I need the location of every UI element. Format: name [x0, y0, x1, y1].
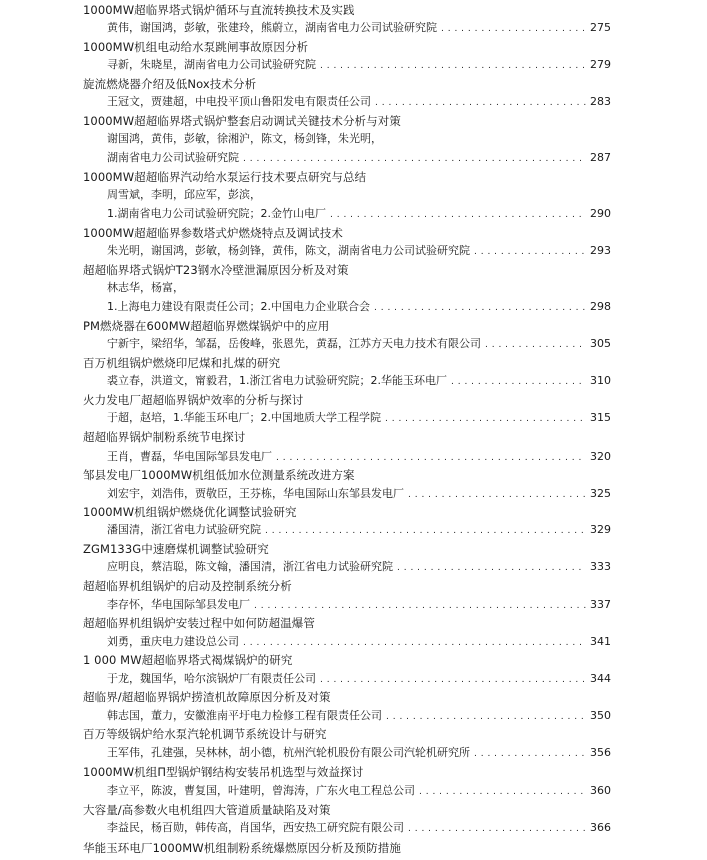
entry-title: 1000MW超临界塔式锅炉循环与直流转换技术及实践	[83, 3, 355, 17]
entry-authors: 潘国清，浙江省电力试验研究院	[107, 523, 261, 536]
entry-author-line	[107, 151, 611, 165]
dot-leader	[320, 672, 586, 686]
page-number: 305	[590, 337, 611, 350]
entry-authors: 刘宏宇，刘浩伟，贾敬臣，王芬栋，华电国际山东邹县发电厂	[107, 487, 404, 500]
entry-authors: 韩志国，董力，安徽淮南平圩电力检修工程有限责任公司	[107, 709, 382, 722]
entry-authors: 寻新，朱晓星，湖南省电力公司试验研究院	[107, 58, 316, 71]
entry-author-line	[107, 523, 611, 537]
dot-leader	[408, 487, 586, 501]
dot-leader	[408, 821, 586, 835]
entry-author-line	[107, 95, 611, 109]
page-number: 360	[590, 784, 611, 797]
entry-title: PM燃烧器在600MW超超临界燃煤锅炉中的应用	[83, 319, 330, 333]
entry-authors: 李益民，杨百勋，韩传高，肖国华，西安热工研究院有限公司	[107, 821, 404, 834]
dot-leader	[330, 207, 586, 221]
entry-title: 1000MW机组Π型锅炉钢结构安装吊机选型与效益探讨	[83, 765, 364, 779]
entry-author-line	[107, 188, 261, 202]
entry-authors: 刘勇，重庆电力建设总公司	[107, 635, 239, 648]
page-number: 298	[590, 300, 611, 313]
entry-author-line	[107, 411, 611, 425]
entry-authors: 王肖，曹磊，华电国际邹县发电厂	[107, 450, 272, 463]
dot-leader	[397, 560, 586, 574]
page-number: 320	[590, 450, 611, 463]
dot-leader	[474, 244, 586, 258]
entry-authors: 周雪斌，李明，邱应军，彭滨，	[107, 188, 261, 201]
entry-title: 1000MW机组锅炉燃烧优化调整试验研究	[83, 505, 297, 519]
entry-title: ZGM133G中速磨煤机调整试验研究	[83, 542, 269, 556]
entry-author-line	[107, 821, 611, 835]
entry-title: 1000MW超超临界参数塔式炉燃烧特点及调试技术	[83, 226, 343, 240]
page-number: 333	[590, 560, 611, 573]
entry-title: 超临界/超超临界锅炉捞渣机故障原因分析及对策	[83, 690, 331, 704]
entry-title: 超超临界机组锅炉安装过程中如何防超温爆管	[83, 616, 315, 630]
dot-leader	[474, 746, 586, 760]
entry-title: 超超临界机组锅炉的启动及控制系统分析	[83, 579, 292, 593]
entry-title: 旋流燃烧器介绍及低Nox技术分析	[83, 77, 257, 91]
entry-title: 超超临界塔式锅炉T23钢水冷壁泄漏原因分析及对策	[83, 263, 349, 277]
dot-leader	[419, 784, 586, 798]
page-number: 315	[590, 411, 611, 424]
entry-author-line	[107, 635, 611, 649]
entry-title: 1000MW机组电动给水泵跳闸事故原因分析	[83, 40, 309, 54]
page-number: 290	[590, 207, 611, 220]
entry-authors: 应明良，蔡洁聪，陈文翰，潘国清，浙江省电力试验研究院	[107, 560, 393, 573]
entry-authors: 于超，赵培，1.华能玉环电厂；2.中国地质大学工程学院	[107, 411, 381, 424]
dot-leader	[254, 598, 586, 612]
page-number: 350	[590, 709, 611, 722]
entry-authors: 湖南省电力公司试验研究院	[107, 151, 239, 164]
entry-author-line	[107, 709, 611, 723]
entry-title: 1000MW超超临界塔式锅炉整套启动调试关键技术分析与对策	[83, 114, 401, 128]
entry-author-line	[107, 21, 611, 35]
dot-leader	[441, 21, 586, 35]
entry-author-line	[107, 784, 611, 798]
page-number: 329	[590, 523, 611, 536]
page-number: 341	[590, 635, 611, 648]
entry-title: 超超临界锅炉制粉系统节电探讨	[83, 430, 246, 444]
page-number: 310	[590, 374, 611, 387]
entry-author-line	[107, 672, 611, 686]
dot-leader	[374, 300, 586, 314]
entry-authors: 王军伟，孔建强，吴林林，胡小德，杭州汽轮机股份有限公司汽轮机研究所	[107, 746, 470, 759]
page-number: 356	[590, 746, 611, 759]
entry-title: 百万机组锅炉燃烧印尼煤和扎煤的研究	[83, 356, 281, 370]
entry-authors: 李存怀，华电国际邹县发电厂	[107, 598, 250, 611]
entry-author-line	[107, 337, 611, 351]
dot-leader	[485, 337, 586, 351]
page-number: 275	[590, 21, 611, 34]
entry-authors: 朱光明，谢国鸿，彭敏，杨剑锋，黄伟，陈文，湖南省电力公司试验研究院	[107, 244, 470, 257]
dot-leader	[276, 450, 586, 464]
entry-authors: 黄伟，谢国鸿，彭敏，张建玲，熊蔚立，湖南省电力公司试验研究院	[107, 21, 437, 34]
entry-authors: 宁新宇，梁绍华，邹磊，岳俊峰，张恩先，黄磊，江苏方天电力技术有限公司	[107, 337, 481, 350]
dot-leader	[243, 635, 586, 649]
entry-authors: 谢国鸿，黄伟，彭敏，徐湘沪，陈文，杨剑锋，朱光明，	[107, 132, 382, 145]
entry-title: 大容量/高参数火电机组四大管道质量缺陷及对策	[83, 803, 331, 817]
entry-authors: 裘立春，洪道文，甯毅君，1.浙江省电力试验研究院；2.华能玉环电厂	[107, 374, 447, 387]
entry-author-line	[107, 560, 611, 574]
dot-leader	[320, 58, 586, 72]
entry-author-line	[107, 746, 611, 760]
entry-author-line	[107, 450, 611, 464]
entry-title: 1000MW超超临界汽动给水泵运行技术要点研究与总结	[83, 170, 367, 184]
page-number: 293	[590, 244, 611, 257]
entry-author-line	[107, 281, 184, 295]
entry-author-line	[107, 487, 611, 501]
dot-leader	[243, 151, 586, 165]
entry-title: 邹县发电厂1000MW机组低加水位测量系统改进方案	[83, 468, 355, 482]
entry-title: 百万等级锅炉给水泵汽轮机调节系统设计与研究	[83, 727, 327, 741]
entry-author-line	[107, 132, 382, 146]
entry-authors: 李立平，陈波，曹复国，叶建明，曾海涛，广东火电工程总公司	[107, 784, 415, 797]
page-number: 283	[590, 95, 611, 108]
page-number: 325	[590, 487, 611, 500]
entry-author-line	[107, 244, 611, 258]
entry-title: 火力发电厂超超临界锅炉效率的分析与探讨	[83, 393, 304, 407]
entry-authors: 王冠文，贾建超，中电投平顶山鲁阳发电有限责任公司	[107, 95, 371, 108]
dot-leader	[265, 523, 586, 537]
page-number: 344	[590, 672, 611, 685]
entry-author-line	[107, 58, 611, 72]
entry-author-line	[107, 300, 611, 314]
page-number: 366	[590, 821, 611, 834]
entry-author-line	[107, 598, 611, 612]
page-number: 337	[590, 598, 611, 611]
page-number: 279	[590, 58, 611, 71]
dot-leader	[375, 95, 586, 109]
page-number: 287	[590, 151, 611, 164]
entry-authors: 于龙，魏国华，哈尔滨锅炉厂有限责任公司	[107, 672, 316, 685]
dot-leader	[386, 709, 586, 723]
entry-title: 1 000 MW超超临界塔式褐煤锅炉的研究	[83, 653, 293, 667]
dot-leader	[385, 411, 586, 425]
entry-author-line	[107, 374, 611, 388]
entry-authors: 1.上海电力建设有限责任公司；2.中国电力企业联合会	[107, 300, 370, 313]
entry-authors: 林志华，杨富，	[107, 281, 184, 294]
entry-title: 华能玉环电厂1000MW机组制粉系统爆燃原因分析及预防措施	[83, 841, 401, 855]
dot-leader	[451, 374, 586, 388]
entry-author-line	[107, 207, 611, 221]
entry-authors: 1.湖南省电力公司试验研究院；2.金竹山电厂	[107, 207, 326, 220]
